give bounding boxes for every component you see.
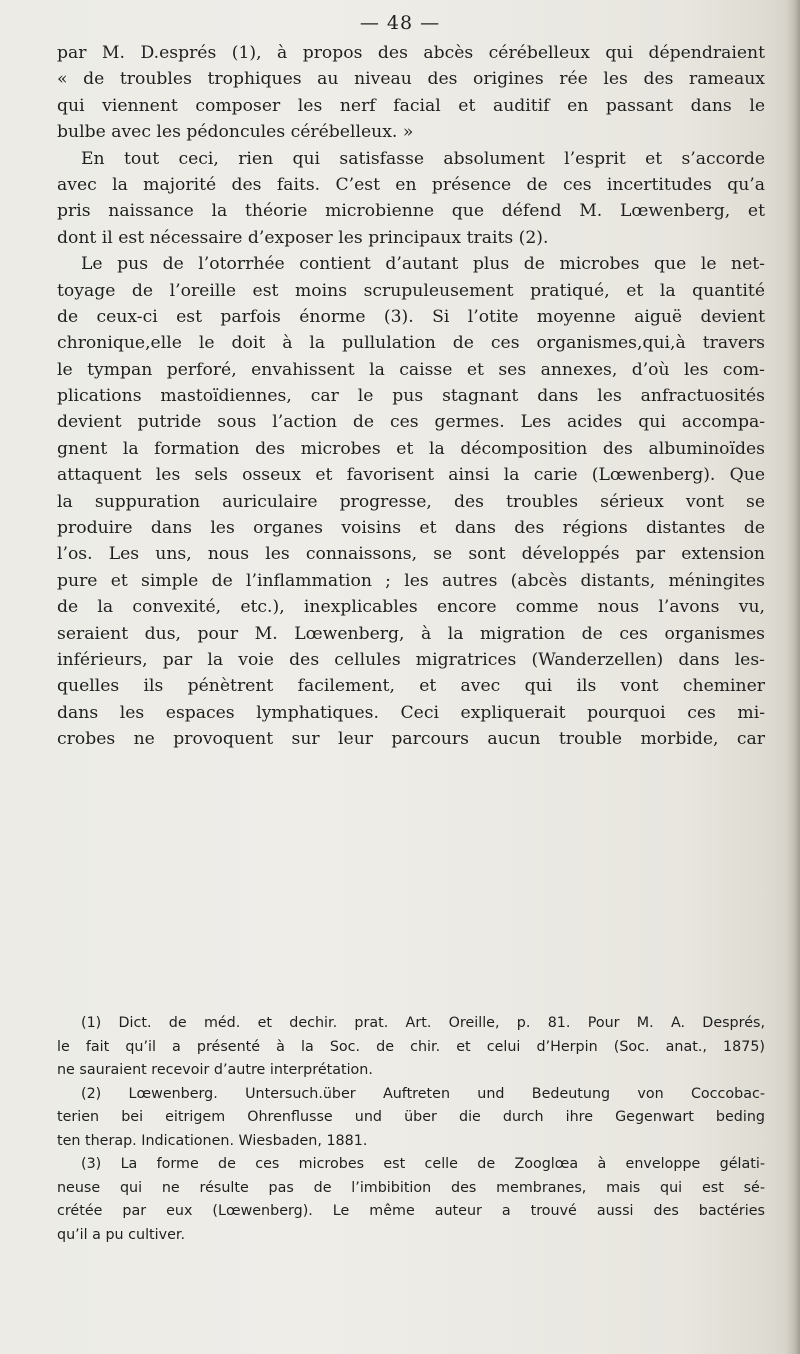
body-line: avec la majorité des faits. C’est en présence de ces incertitudes qu’a [57,174,765,195]
body-line: Le pus de l’otorrhée contient d’autant plus de microbes que le net- [81,254,765,275]
body-line: chronique,elle le doit à la pullulation de ces organismes,qui,à travers [57,333,765,354]
page-number: — 48 — [359,12,441,34]
footnote-line: terien bei eitrigem Ohrenflusse und über die durch ihre Gegenwart beding [57,1109,765,1125]
body-line: inférieurs, par la voie des cellules migratrices (Wanderzellen) dans les- [57,649,765,670]
body-line: dont il est nécessaire d’exposer les principaux traits (2). [57,227,549,248]
body-line: crobes ne provoquent sur leur parcours aucun trouble morbide, car [57,729,765,750]
footnotes [57,1012,765,1247]
body-line: qui viennent composer les nerf facial et auditif en passant dans le [57,95,765,116]
footnote-line: neuse qui ne résulte pas de l’imbibition des membranes, mais qui est sé- [57,1179,765,1196]
footnote-line: ne sauraient recevoir d’autre interprétation. [57,1062,373,1078]
body-text [57,40,765,753]
body-line: seraient dus, pour M. Lœwenberg, à la migration de ces organismes [57,623,765,644]
body-line: devient putride sous l’action de ces germes. Les acides qui accompa- [57,412,765,433]
footnote-line: le fait qu’il a présenté à la Soc. de chir. et celui d’Herpin (Soc. anat., 1875) [57,1038,765,1055]
body-line: de la convexité, etc.), inexplicables encore comme nous l’avons vu, [57,597,765,618]
body-line: attaquent les sels osseux et favorisent ainsi la carie (Lœwenberg). Que [57,465,765,486]
body-line: de ceux-ci est parfois énorme (3). Si l’otite moyenne aiguë devient [57,306,765,327]
footnote-line: (2) Lœwenberg. Untersuch.über Auftreten und Bedeutung von Coccobac- [81,1085,765,1102]
body-line: dans les espaces lymphatiques. Ceci expliquerait pourquoi ces mi- [57,702,765,723]
footnote-line: (1) Dict. de méd. et dechir. prat. Art. Oreille, p. 81. Pour M. A. Després, [81,1015,765,1031]
body-line: l’os. Les uns, nous les connaissons, se sont développés par extension [57,544,765,565]
body-line: par M. D.esprés (1), à propos des abcès cérébelleux qui dépendraient [57,43,765,63]
body-line: quelles ils pénètrent facilement, et avec qui ils vont cheminer [57,676,765,697]
body-line: plications mastoïdiennes, car le pus stagnant dans les anfractuosités [57,386,765,407]
body-line: bulbe avec les pédoncules cérébelleux. » [57,122,414,143]
body-line: « de troubles trophiques au niveau des origines rée les des rameaux [57,69,765,90]
body-line: pure et simple de l’inflammation ; les autres (abcès distants, méningites [57,570,765,591]
footnote-line: ten therap. Indicationen. Wiesbaden, 1881. [57,1132,368,1149]
body-line: toyage de l’oreille est moins scrupuleusement pratiqué, et la quantité [57,280,765,301]
page-edge-shadow [786,0,800,1354]
body-line: pris naissance la théorie microbienne que défend M. Lœwenberg, et [57,201,765,222]
body-line: gnent la formation des microbes et la décomposition des albuminoïdes [57,438,765,459]
body-line: le tympan perforé, envahissent la caisse et ses annexes, d’où les com- [57,359,765,380]
body-line: la suppuration auriculaire progresse, des troubles sérieux vont se [57,491,765,512]
footnote-line: crétée par eux (Lœwenberg). Le même auteur a trouvé aussi des bactéries [57,1203,765,1219]
footnote-line: qu’il a pu cultiver. [57,1226,185,1243]
body-line: En tout ceci, rien qui satisfasse absolument l’esprit et s’accorde [81,148,765,169]
footnote-line: (3) La forme de ces microbes est celle de Zooglœa à enveloppe gélati- [81,1156,765,1172]
body-line: produire dans les organes voisins et dans des régions distantes de [57,518,765,539]
